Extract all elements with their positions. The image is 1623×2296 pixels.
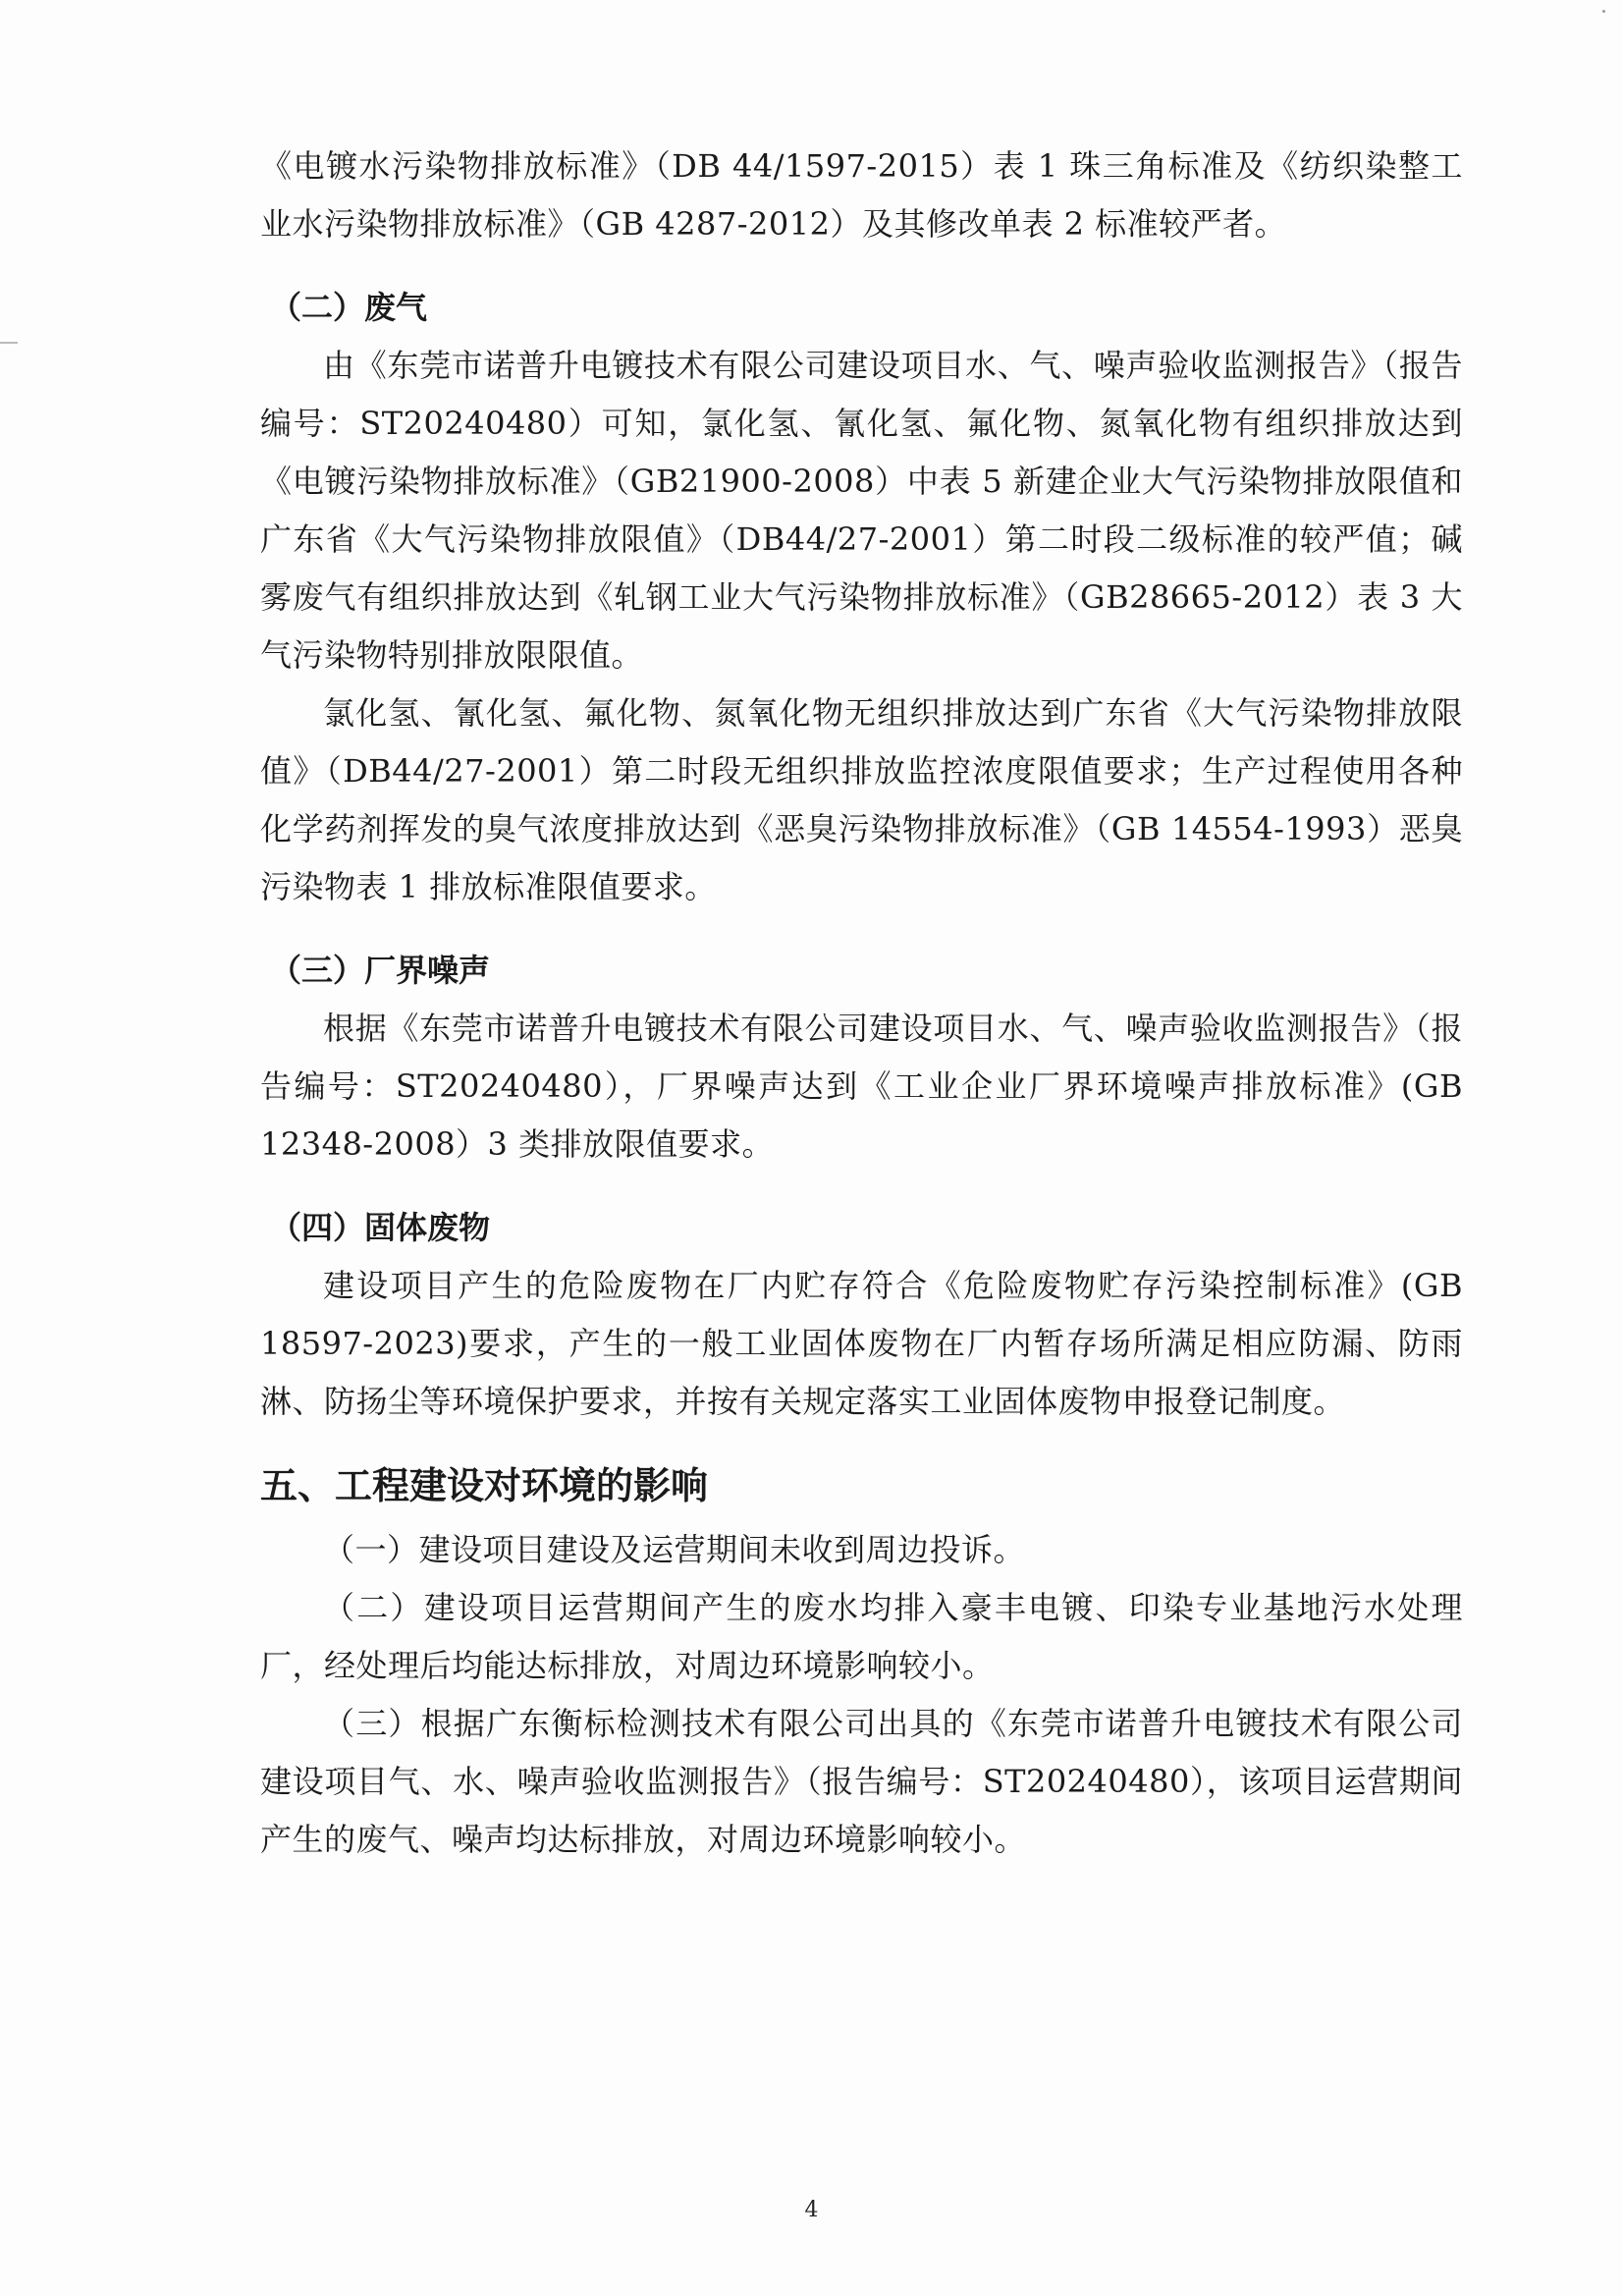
solid-waste-paragraph: 建设项目产生的危险废物在厂内贮存符合《危险废物贮存污染控制标准》(GB 18597-2023)要求，产生的一般工业固体废物在厂内暂存场所满足相应防漏、防雨淋、防扬尘等环境保护要求，并按有关规定落实工业固体废物申报登记制度。 <box>260 1267 1463 1420</box>
impact-item-2: （二）建设项目运营期间产生的废水均排入豪丰电镀、印染专业基地污水处理厂，经处理后均能达标排放，对周边环境影响较小。 <box>260 1589 1463 1684</box>
waste-gas-paragraph-2: 氯化氢、氰化氢、氟化物、氮氧化物无组织排放达到广东省《大气污染物排放限值》（DB44/27-2001）第二时段无组织排放监控浓度限值要求；生产过程使用各种化学药剂挥发的臭气浓度排放达到《恶臭污染物排放标准》（GB 14554-1993）恶臭污染物表 1 排放标准限值要求。 <box>260 694 1463 905</box>
impact-item-3: （三）根据广东衡标检测技术有限公司出具的《东莞市诺普升电镀技术有限公司建设项目气、水、噪声验收监测报告》（报告编号：ST20240480），该项目运营期间产生的废气、噪声均达标排放，对周边环境影响较小。 <box>260 1705 1463 1858</box>
noise-paragraph: 根据《东莞市诺普升电镀技术有限公司建设项目水、气、噪声验收监测报告》（报告编号：ST20240480），厂界噪声达到《工业企业厂界环境噪声排放标准》(GB 12348-2008）3 类排放限值要求。 <box>260 1010 1463 1163</box>
solid-waste-heading: （四）固体废物 <box>270 1209 491 1246</box>
waste-gas-heading: （二）废气 <box>270 289 428 326</box>
waste-gas-paragraph-1: 由《东莞市诺普升电镀技术有限公司建设项目水、气、噪声验收监测报告》（报告编号：ST20240480）可知，氯化氢、氰化氢、氟化物、氮氧化物有组织排放达到《电镀污染物排放标准》（GB21900-2008）中表 5 新建企业大气污染物排放限值和广东省《大气污染物排放限值》（DB44/27-2001）第二时段二级标准的较严值；碱雾废气有组织排放达到《轧钢工业大气污染物排放标准》（GB28665-2012）表 3 大气污染物特别排放限限值。 <box>260 347 1463 674</box>
margin-mark <box>0 342 18 344</box>
impact-section-heading: 五、工程建设对环境的影响 <box>260 1464 709 1507</box>
scan-dot <box>1602 10 1605 13</box>
impact-item-1: （一）建设项目建设及运营期间未收到周边投诉。 <box>323 1531 1026 1568</box>
document-page <box>260 137 1463 1869</box>
page-number: 4 <box>804 2198 819 2222</box>
noise-heading: （三）厂界噪声 <box>270 952 491 989</box>
intro-paragraph: 《电镀水污染物排放标准》（DB 44/1597-2015）表 1 珠三角标准及《纺织染整工业水污染物排放标准》（GB 4287-2012）及其修改单表 2 标准较严者。 <box>260 147 1463 243</box>
